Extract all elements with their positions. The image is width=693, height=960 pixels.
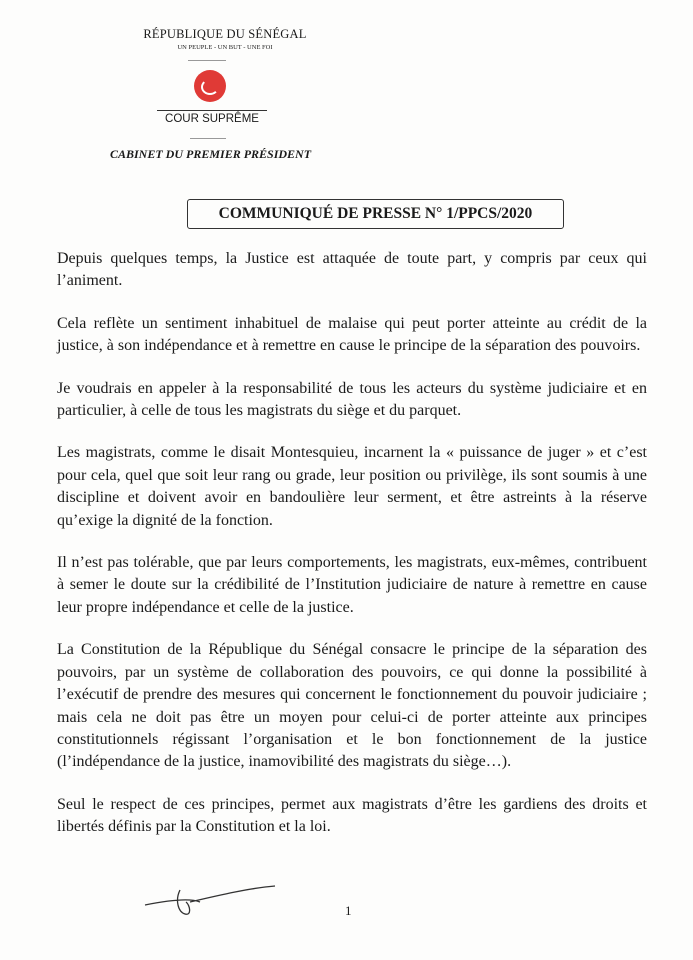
signature	[140, 880, 280, 920]
cour-supreme-logo-icon	[194, 70, 226, 102]
paragraph: Je voudrais en appeler à la responsabilité de tous les acteurs du système judiciaire et en particulier, à celle de tous les magistrats du siège et du parquet.	[57, 379, 647, 420]
document-body	[57, 248, 647, 859]
paragraph: Les magistrats, comme le disait Montesquieu, incarnent la « puissance de juger » et c’est pour cela, quel que soit leur rang ou grade, leur position ou privilège, ils sont soumis à une discipline et doivent avoir en bandoulière leur serment, et être astreints à la réserve qu’exige la dignité de la fonction.	[57, 444, 647, 529]
republic-name: RÉPUBLIQUE DU SÉNÉGAL	[143, 27, 307, 41]
paragraph: Seul le respect de ces principes, permet aux magistrats d’être les gardiens des droits et libertés définis par la Constitution et la loi.	[57, 795, 647, 836]
paragraph: Depuis quelques temps, la Justice est attaquée de toute part, y compris par ceux qui l’animent.	[57, 250, 647, 290]
national-motto: UN PEUPLE - UN BUT - UNE FOI	[177, 44, 273, 51]
page-number: 1	[345, 903, 352, 918]
paragraph: Il n’est pas tolérable, que par leurs comportements, les magistrats, eux-mêmes, contribuent à semer le doute sur la crédibilité de l’Institution judiciaire de nature à remettre en cause leur propre indépendance et celle de la justice.	[57, 554, 647, 616]
cabinet-name: CABINET DU PREMIER PRÉSIDENT	[110, 147, 312, 161]
paragraph: Cela reflète un sentiment inhabituel de malaise qui peut porter atteinte au crédit de la justice, à son indépendance et à remettre en cause le principe de la séparation des pouvoirs.	[57, 314, 647, 355]
divider	[188, 60, 226, 61]
document-title: COMMUNIQUÉ DE PRESSE N° 1/PPCS/2020	[187, 199, 564, 229]
paragraph: La Constitution de la République du Sénégal consacre le principe de la séparation des pouvoirs, par un système de collaboration des pouvoirs, ce qui donne la possibilité à l’exécutif de prendre des mesures qui concernent le fonctionnement du pouvoir judiciaire ; mais cela ne doit pas être un moyen pour celui-ci de porter atteinte aux principes constitutionnels régissant l’organisation et le bon fonctionnement de la justice (l’indépendance de la justice, inamovibilité des magistrats du siège…).	[57, 641, 647, 771]
divider	[190, 138, 226, 139]
institution-name: COUR SUPRÊME	[157, 110, 267, 125]
